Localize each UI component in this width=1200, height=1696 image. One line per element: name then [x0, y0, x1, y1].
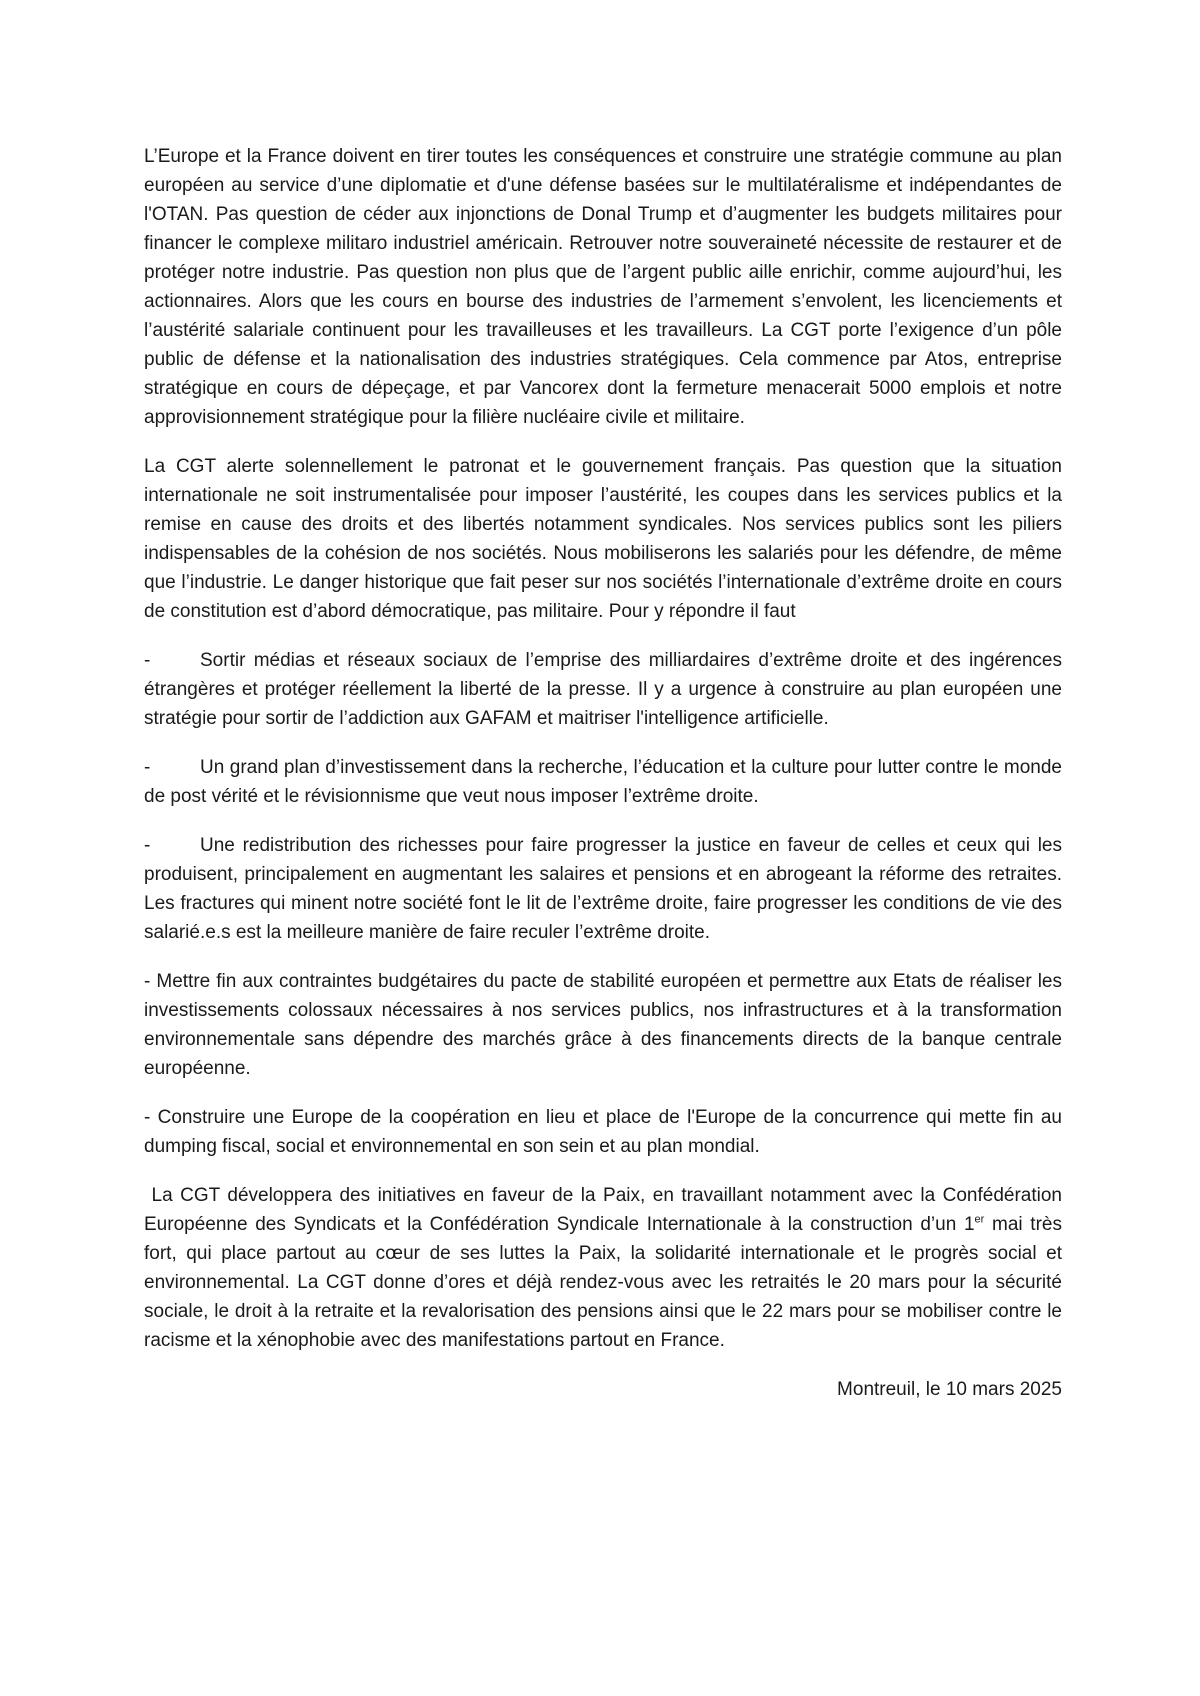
list-item-text: Sortir médias et réseaux sociaux de l’emprise des milliardaires d’extrême droite et des ingérences étrangères et protéger réellement la liberté de la presse. Il y a urgence à construire au plan européen une stratégie pour sortir de l’addiction aux GAFAM et maitriser l'intelligence artificielle. [144, 650, 1062, 729]
bullet-marker: - [144, 835, 151, 856]
place-date-signoff: Montreuil, le 10 mars 2025 [837, 1379, 1062, 1400]
paragraph-alerte-patronat: La CGT alerte solennellement le patronat et le gouvernement français. Pas question que la situation internationale ne soit instrumentalisée pour imposer l’austérité, les coupes dans les services publics et la remise en cause des droits et des libertés notamment syndicales. Nos services publics sont les piliers indispensables de la cohésion de nos sociétés. Nous mobiliserons les salariés pour les défendre, de même que l’industrie. Le danger historique que fait peser sur nos sociétés l’internationale d’extrême droite en cours de constitution est d’abord démocratique, pas militaire. Pour y répondre il faut [144, 456, 1062, 622]
list-item-redistribution [144, 831, 1062, 947]
list-item-pacte-stabilite: - Mettre fin aux contraintes budgétaires du pacte de stabilité européen et permettre aux Etats de réaliser les investissements colossaux nécessaires à nos services publics, nos infrastructures et à la transformation environnementale sans dépendre des marchés grâce à des financements directs de la banque centrale européenne. [144, 971, 1062, 1079]
document-body [144, 142, 1062, 1423]
paragraph-initiatives-paix [144, 1181, 1062, 1355]
list-item-text: Un grand plan d’investissement dans la recherche, l’éducation et la culture pour lutter contre le monde de post vérité et le révisionnisme que veut nous imposer l’extrême droite. [144, 757, 1062, 807]
bullet-marker: - [144, 757, 151, 778]
list-item-europe-cooperation: - Construire une Europe de la coopération en lieu et place de l'Europe de la concurrence qui mette fin au dumping fiscal, social et environnemental en son sein et au plan mondial. [144, 1107, 1062, 1157]
closing-text-end: mai très fort, qui place partout au cœur de ses luttes la Paix, la solidarité internationale et le progrès social et environnemental. La CGT donne d’ores et déjà rendez-vous avec les retraités le 20 mars pour la sécurité sociale, le droit à la retraite et la revalorisation des pensions ainsi que le 22 mars pour se mobiliser contre le racisme et la xénophobie avec des manifestations partout en France. [144, 1214, 1062, 1351]
closing-text-start: La CGT développera des initiatives en faveur de la Paix, en travaillant notamment avec la Confédération Européenne des Syndicats et la Confédération Syndicale Internationale à la construction d’un 1 [144, 1185, 1062, 1235]
closing-superscript: er [974, 1213, 985, 1226]
list-item-text: Une redistribution des richesses pour faire progresser la justice en faveur de celles et ceux qui les produisent, principalement en augmentant les salaires et pensions et en abrogeant la réforme des retraites. Les fractures qui minent notre société font le lit de l’extrême droite, faire progresser les conditions de vie des salarié.e.s est la meilleure manière de faire reculer l’extrême droite. [144, 835, 1062, 943]
list-item-investissement [144, 753, 1062, 811]
paragraph-strategie-europeenne: L’Europe et la France doivent en tirer toutes les conséquences et construire une stratégie commune au plan européen au service d’une diplomatie et d'une défense basées sur le multilatéralisme et indépendantes de l'OTAN. Pas question de céder aux injonctions de Donal Trump et d’augmenter les budgets militaires pour financer le complexe militaro industriel américain. Retrouver notre souveraineté nécessite de restaurer et de protéger notre industrie. Pas question non plus que de l’argent public aille enrichir, comme aujourd’hui, les actionnaires. Alors que les cours en bourse des industries de l’armement s’envolent, les licenciements et l’austérité salariale continuent pour les travailleuses et les travailleurs. La CGT porte l’exigence d’un pôle public de défense et la nationalisation des industries stratégiques. Cela commence par Atos, entreprise stratégique en cours de dépeçage, et par Vancorex dont la fermeture menacerait 5000 emplois et notre approvisionnement stratégique pour la filière nucléaire civile et militaire. [144, 146, 1062, 428]
bullet-marker: - [144, 650, 151, 671]
list-item-medias [144, 646, 1062, 733]
